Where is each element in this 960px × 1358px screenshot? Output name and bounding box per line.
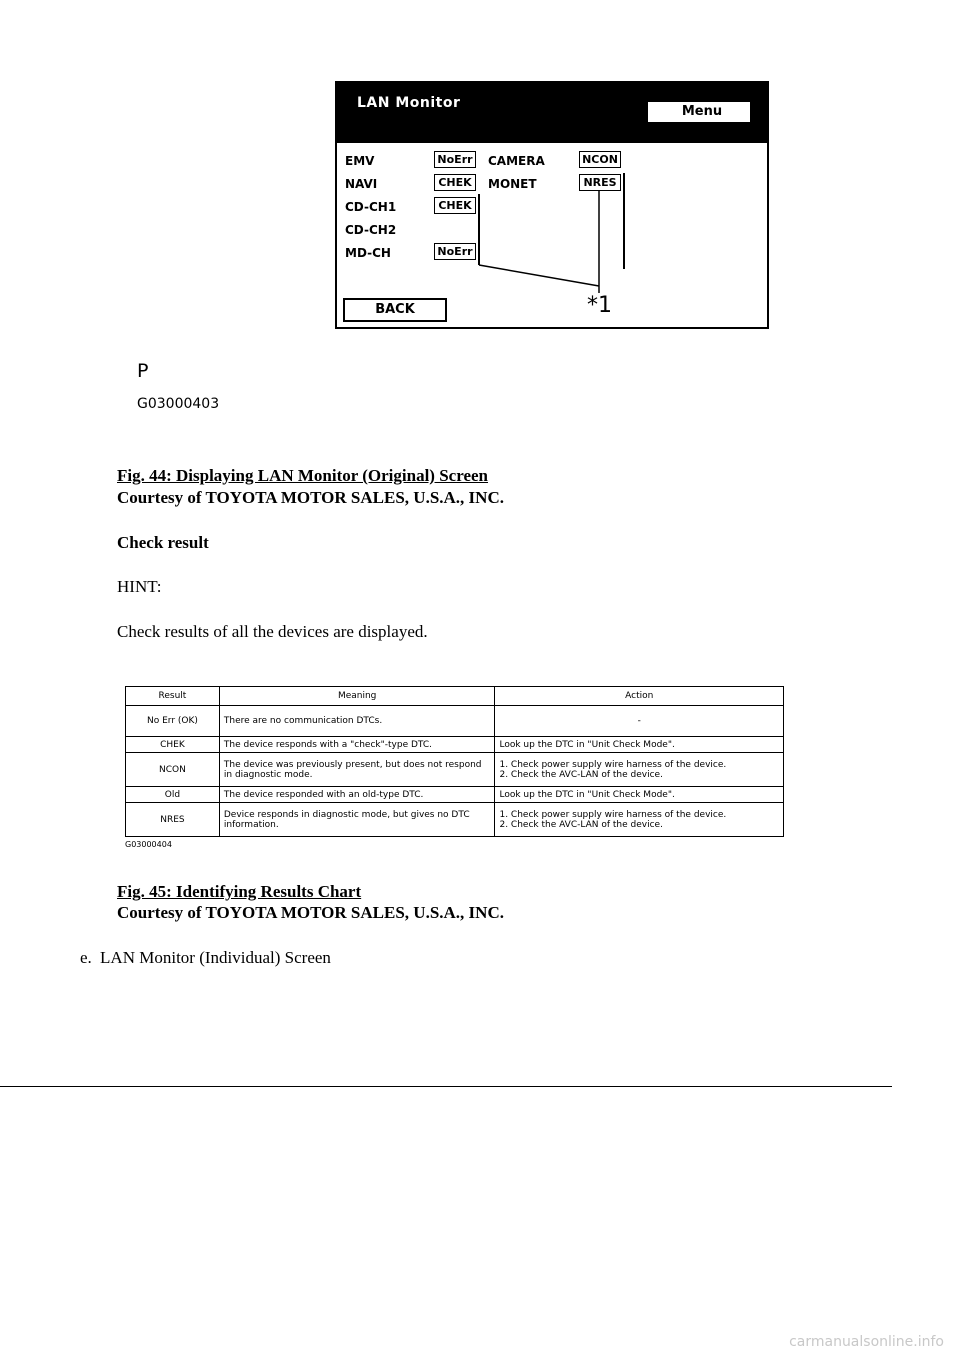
table-row — [126, 753, 784, 787]
cell-result: NRES — [126, 803, 220, 837]
figure-45-courtesy: Courtesy of TOYOTA MOTOR SALES, U.S.A., INC. — [117, 903, 504, 922]
check-result-heading: Check result — [117, 533, 209, 552]
menu-button[interactable]: Menu — [647, 101, 751, 123]
leader-lines — [337, 83, 767, 327]
status-badge-md-ch: NoErr — [434, 243, 476, 260]
list-letter: e. — [80, 948, 92, 967]
cell-action: Look up the DTC in "Unit Check Mode". — [495, 737, 784, 753]
cell-action — [495, 753, 784, 787]
table-header-row — [126, 687, 784, 706]
header-result: Result — [126, 687, 220, 706]
status-badge-navi: CHEK — [434, 174, 476, 191]
figure-code: G03000404 — [125, 840, 172, 849]
table-row — [126, 803, 784, 837]
cell-action: - — [495, 706, 784, 737]
cell-meaning: The device was previously present, but does not respond in diagnostic mode. — [219, 753, 495, 787]
cell-result: Old — [126, 787, 220, 803]
cell-meaning: There are no communication DTCs. — [219, 706, 495, 737]
back-button[interactable]: BACK — [343, 298, 447, 322]
figure-44-courtesy: Courtesy of TOYOTA MOTOR SALES, U.S.A., INC. — [117, 488, 504, 507]
figure-45-caption: Fig. 45: Identifying Results Chart — [117, 882, 362, 901]
device-label-camera: CAMERA — [488, 154, 545, 168]
device-label-monet: MONET — [488, 177, 537, 191]
header-meaning: Meaning — [219, 687, 495, 706]
figure-44-caption: Fig. 44: Displaying LAN Monitor (Original) Screen — [117, 466, 489, 485]
status-badge-monet: NRES — [579, 174, 621, 191]
device-label-navi: NAVI — [345, 177, 378, 191]
device-label-cd-ch1: CD-CH1 — [345, 200, 397, 214]
action-step-1: 1. Check power supply wire harness of the device. — [499, 809, 727, 820]
table-row — [126, 737, 784, 753]
figure-code: G03000403 — [137, 396, 220, 412]
status-badge-camera: NCON — [579, 151, 621, 168]
cell-meaning: Device responds in diagnostic mode, but gives no DTC information. — [219, 803, 495, 837]
table-row — [126, 787, 784, 803]
list-item-e — [80, 948, 331, 968]
header-action: Action — [495, 687, 784, 706]
table-row — [126, 706, 784, 737]
device-label-cd-ch2: CD-CH2 — [345, 223, 397, 237]
cell-action: Look up the DTC in "Unit Check Mode". — [495, 787, 784, 803]
status-badge-cd-ch1: CHEK — [434, 197, 476, 214]
watermark: carmanualsonline.info — [789, 1334, 944, 1350]
screen-title: LAN Monitor — [357, 95, 461, 111]
figure-marker: P — [137, 360, 149, 382]
action-step-2: 2. Check the AVC-LAN of the device. — [499, 769, 663, 780]
hint-body: Check results of all the devices are displayed. — [117, 622, 428, 641]
cell-meaning: The device responds with a "check"-type DTC. — [219, 737, 495, 753]
lan-monitor-screen — [335, 81, 769, 329]
action-step-2: 2. Check the AVC-LAN of the device. — [499, 819, 663, 830]
callout-marker: *1 — [587, 293, 612, 318]
status-badge-emv: NoErr — [434, 151, 476, 168]
action-step-1: 1. Check power supply wire harness of the device. — [499, 759, 727, 770]
page-divider — [0, 1086, 892, 1087]
cell-result: NCON — [126, 753, 220, 787]
cell-result: CHEK — [126, 737, 220, 753]
cell-result: No Err (OK) — [126, 706, 220, 737]
results-table — [125, 686, 784, 837]
device-label-emv: EMV — [345, 154, 375, 168]
list-label: LAN Monitor (Individual) Screen — [100, 948, 331, 967]
cell-action — [495, 803, 784, 837]
hint-label: HINT: — [117, 577, 162, 596]
device-label-md-ch: MD-CH — [345, 246, 391, 260]
cell-meaning: The device responded with an old-type DTC. — [219, 787, 495, 803]
